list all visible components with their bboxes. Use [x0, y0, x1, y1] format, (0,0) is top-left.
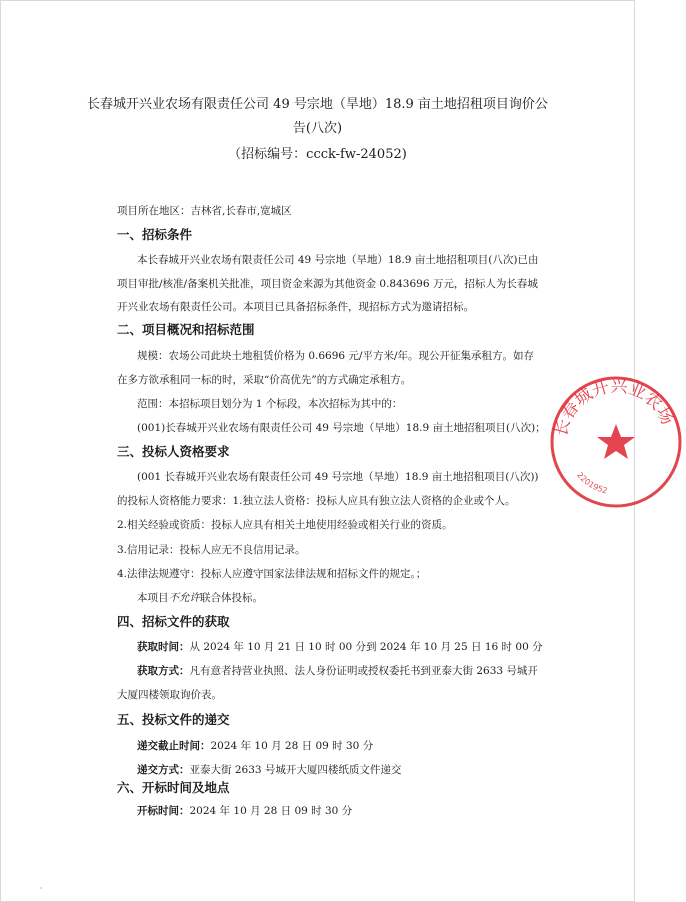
scan-speck: [40, 887, 42, 889]
acquisition-time-label: 获取时间：: [137, 641, 190, 653]
section-heading-overview: 二、项目概况和招标范围: [117, 322, 255, 337]
scale-paragraph-line: 在多方欲承租同一标的时，采取“价高优先”的方式确定承租方。: [117, 374, 412, 386]
notice-title-line2: 告(八次): [292, 121, 343, 136]
submission-deadline-label: 递交截止时间：: [137, 740, 211, 752]
opening-time-value: 2024 年 10 月 28 日 09 时 30 分: [189, 805, 353, 817]
section-heading-submission: 五、投标文件的递交: [117, 712, 230, 727]
tender-number: （招标编号：ccck-fw-24052): [228, 147, 407, 162]
submission-deadline: [137, 739, 373, 753]
range-paragraph-line: (001)长春城开兴业农场有限责任公司 49 号宗地（旱地）18.9 亩土地招租项目(八次)；: [137, 422, 546, 434]
joint-bid-suffix: 联合体投标。: [200, 592, 263, 604]
company-seal-stamp: [546, 372, 686, 512]
qualification-line: 3.信用记录：投标人应无不良信用记录。: [117, 544, 306, 556]
range-paragraph-line: 范围：本招标项目划分为 1 个标段，本次招标为其中的：: [137, 398, 403, 410]
svg-text:2201952: [575, 471, 608, 496]
qualification-line: (001 长春城开兴业农场有限责任公司 49 号宗地（旱地）18.9 亩土地招租项目(八次)): [137, 471, 539, 483]
seal-arc-text: 长春城开兴业农场: [551, 376, 678, 439]
acquisition-method: [137, 664, 538, 678]
submission-method: [137, 763, 401, 777]
conditions-paragraph-line: 项目审批/核准/备案机关批准，项目资金来源为其他资金 0.843696 万元，招标人为长春城: [117, 278, 538, 290]
acquisition-time: [137, 640, 543, 654]
opening-time: [137, 804, 352, 818]
project-location: 项目所在地区：吉林省,长春市,宽城区: [117, 205, 292, 217]
section-heading-opening: 六、开标时间及地点: [117, 780, 230, 795]
qualification-line: 4.法律法规遵守：投标人应遵守国家法律法规和招标文件的规定。；: [117, 568, 427, 580]
star-icon: [597, 424, 635, 459]
qualification-line: 的投标人资格能力要求：1.独立法人资格：投标人应具有独立法人资格的企业或个人。: [117, 495, 516, 507]
conditions-paragraph-line: 本长春城开兴业农场有限责任公司 49 号宗地（旱地）18.9 亩土地招租项目(八次)已由: [137, 254, 539, 266]
acquisition-method-continued: 大厦四楼领取询价表。: [117, 689, 222, 701]
conditions-paragraph-line: 开兴业农场有限责任公司。本项目已具备招标条件，现招标方式为邀请招标。: [117, 301, 474, 313]
submission-method-label: 递交方式：: [137, 764, 190, 776]
qualification-line: 2.相关经验或资质：投标人应具有相关土地使用经验或相关行业的资质。: [117, 519, 453, 531]
submission-deadline-value: 2024 年 10 月 28 日 09 时 30 分: [210, 740, 374, 752]
submission-method-value: 亚泰大街 2633 号城开大厦四楼纸质文件递交: [189, 764, 402, 776]
section-heading-document-acquisition: 四、招标文件的获取: [117, 614, 230, 629]
scale-paragraph-line: 规模：农场公司此块土地租赁价格为 0.6696 元/平方米/年。现公开征集承租方。如存: [137, 350, 534, 362]
acquisition-method-value: 凡有意者持营业执照、法人身份证明或授权委托书到亚泰大街 2633 号城开: [189, 665, 538, 677]
acquisition-time-value: 从 2024 年 10 月 21 日 10 时 00 分到 2024 年 10 月 25 日 16 时 00 分: [189, 641, 543, 653]
acquisition-method-label: 获取方式：: [137, 665, 190, 677]
joint-bid-not-allowed: 不允许: [168, 592, 200, 604]
notice-title-line1: 长春城开兴业农场有限责任公司 49 号宗地（旱地）18.9 亩土地招租项目询价公: [87, 97, 548, 112]
seal-code-text: 2201952: [575, 470, 609, 496]
section-heading-bidding-conditions: 一、招标条件: [117, 227, 193, 242]
joint-bid-prefix: 本项目: [137, 592, 169, 604]
section-heading-qualifications: 三、投标人资格要求: [117, 444, 230, 459]
joint-bid-statement: [137, 591, 263, 605]
opening-time-label: 开标时间：: [137, 805, 190, 817]
